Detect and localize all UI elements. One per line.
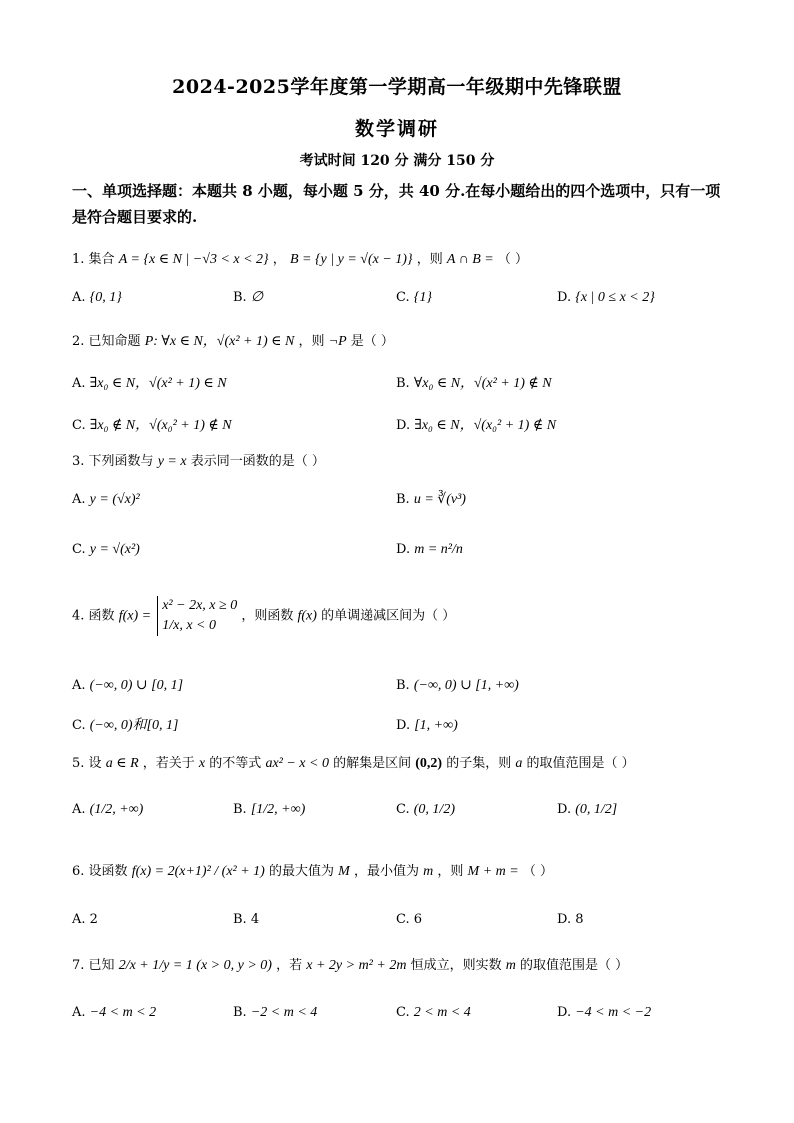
question-text: 是（ ） <box>350 334 394 349</box>
question-text: 的不等式 <box>209 756 262 771</box>
option-3b[interactable] <box>396 490 466 510</box>
option-label: D. <box>557 1005 572 1020</box>
var-M: M <box>338 864 350 879</box>
function-def: f(x) = <box>118 608 152 624</box>
option-value: y = √(x²) <box>89 542 140 557</box>
option-value: [1/2, +∞) <box>250 802 306 817</box>
question-text: ， <box>272 252 286 267</box>
set-b-expr: B = {y | y = √(x − 1)} <box>289 252 413 267</box>
question-3 <box>72 452 325 472</box>
option-label: B. <box>233 290 247 305</box>
question-text: 的单调递减区间为（ ） <box>321 608 456 624</box>
option-5c[interactable] <box>396 800 455 820</box>
option-label: A. <box>72 376 86 391</box>
option-4a[interactable] <box>72 676 183 696</box>
option-1b[interactable] <box>233 288 263 308</box>
option-label: C. <box>396 802 410 817</box>
option-2a[interactable] <box>72 374 227 394</box>
set-a-expr: A = {x ∈ N | −√3 < x < 2} <box>118 252 269 267</box>
question-text: 的解集是区间 <box>333 756 412 771</box>
negation-expr: ¬P <box>328 334 347 349</box>
option-5a[interactable] <box>72 800 143 820</box>
option-label: C. <box>72 718 86 733</box>
option-value: u = ∛(v³) <box>413 492 466 507</box>
var-m: m <box>505 958 516 973</box>
question-number: 3. <box>72 454 85 469</box>
option-value: 8 <box>575 912 584 927</box>
question-text: ，最小值为 <box>353 864 419 879</box>
answer-blank: （ ） <box>497 252 529 267</box>
question-text: 已知命题 <box>88 334 141 349</box>
option-label: C. <box>396 912 410 927</box>
option-label: A. <box>72 492 86 507</box>
option-1d[interactable] <box>557 288 655 308</box>
option-label: A. <box>72 802 86 817</box>
exam-subtitle: 数学调研 <box>354 118 439 140</box>
option-3a[interactable] <box>72 490 140 510</box>
option-7c[interactable] <box>396 1003 471 1023</box>
inequality-expr: x + 2y > m² + 2m <box>306 958 407 973</box>
function-ref: f(x) <box>297 608 317 624</box>
option-value: ∃x₀ ∉ N，√(x₀² + 1) ∉ N <box>89 418 232 433</box>
option-value: (−∞, 0)和[0, 1] <box>89 718 179 733</box>
question-1 <box>72 250 528 270</box>
proposition-expr: P: ∀x ∈ N，√(x² + 1) ∈ N <box>144 334 295 349</box>
option-value: (−∞, 0) ∪ [1, +∞) <box>413 678 519 693</box>
question-text: ，若关于 <box>142 756 195 771</box>
question-text: 的取值范围是（ ） <box>526 756 635 771</box>
question-number: 7. <box>72 958 85 973</box>
option-value: ∃x₀ ∈ N，√(x² + 1) ∈ N <box>89 376 227 391</box>
question-2 <box>72 332 394 352</box>
case-2: 1/x, x < 0 <box>162 618 216 633</box>
option-label: C. <box>396 1005 410 1020</box>
option-label: A. <box>72 912 86 927</box>
question-text: 的子集，则 <box>446 756 512 771</box>
answer-blank: （ ） <box>522 864 553 879</box>
question-text: ，则 <box>416 252 443 267</box>
option-label: D. <box>557 802 572 817</box>
question-5 <box>72 754 635 774</box>
option-value: −4 < m < 2 <box>89 1005 157 1020</box>
sum-expr: M + m = <box>467 864 519 879</box>
question-text: 恒成立，则实数 <box>410 958 502 973</box>
option-label: C. <box>396 290 410 305</box>
question-text: ，则 <box>437 864 464 879</box>
option-value: ∅ <box>250 290 264 305</box>
option-label: D. <box>396 542 411 557</box>
option-label: B. <box>233 802 247 817</box>
option-label: A. <box>72 678 86 693</box>
question-4 <box>72 596 455 636</box>
option-value: 6 <box>413 912 423 927</box>
exam-info: 考试时间 120 分 满分 150 分 <box>299 153 495 169</box>
option-6a[interactable] <box>72 910 98 930</box>
option-value: 2 <box>89 912 98 927</box>
option-4c[interactable] <box>72 716 178 736</box>
option-2c[interactable] <box>72 416 232 436</box>
question-text: 函数 <box>88 608 115 624</box>
option-label: D. <box>557 912 572 927</box>
option-label: D. <box>557 290 572 305</box>
question-6 <box>72 862 553 882</box>
option-label: C. <box>72 542 86 557</box>
option-label: A. <box>72 290 86 305</box>
option-3d[interactable] <box>396 540 463 560</box>
question-number: 4. <box>72 608 85 624</box>
option-value: ∃x₀ ∈ N，√(x₀² + 1) ∉ N <box>414 418 557 433</box>
question-text: 已知 <box>88 958 115 973</box>
question-text: 的取值范围是（ ） <box>520 958 629 973</box>
option-label: D. <box>396 418 411 433</box>
option-3c[interactable] <box>72 540 140 560</box>
identity-function-expr: y = x <box>157 454 187 469</box>
option-2d[interactable] <box>396 416 556 436</box>
option-value: {x | 0 ≤ x < 2} <box>575 290 655 305</box>
option-value: −4 < m < −2 <box>575 1005 652 1020</box>
option-value: [1, +∞) <box>414 718 458 733</box>
option-value: −2 < m < 4 <box>250 1005 318 1020</box>
option-label: A. <box>72 1005 86 1020</box>
option-7a[interactable] <box>72 1003 156 1023</box>
question-number: 2. <box>72 334 85 349</box>
option-5b[interactable] <box>233 800 305 820</box>
option-7b[interactable] <box>233 1003 317 1023</box>
option-value: {1} <box>413 290 432 305</box>
option-value: (0, 1/2) <box>413 802 455 817</box>
a-domain: a ∈ R <box>105 756 139 771</box>
option-6d[interactable] <box>557 910 584 930</box>
option-value: 2 < m < 4 <box>413 1005 471 1020</box>
option-2b[interactable] <box>396 374 552 394</box>
option-label: B. <box>396 376 410 391</box>
option-value: ∀x₀ ∈ N，√(x² + 1) ∉ N <box>413 376 552 391</box>
option-4b[interactable] <box>396 676 519 696</box>
option-value: (−∞, 0) ∪ [0, 1] <box>89 678 184 693</box>
question-text: 下列函数与 <box>88 454 154 469</box>
var-x: x <box>198 756 206 771</box>
option-value: 4 <box>250 912 260 927</box>
question-text: 表示同一函数的是（ ） <box>190 454 325 469</box>
question-text: ，则 <box>298 334 325 349</box>
question-7 <box>72 956 628 976</box>
option-value: y = (√x)² <box>89 492 140 507</box>
option-6b[interactable] <box>233 910 259 930</box>
section-heading: 一、单项选择题：本题共 8 小题，每小题 5 分，共 40 分.在每小题给出的四个选项中，只有一项是符合题目要求的. <box>72 182 721 226</box>
question-text: 集合 <box>88 252 115 267</box>
intersection-expr: A ∩ B = <box>446 252 494 267</box>
inequality-expr: ax² − x < 0 <box>265 756 329 771</box>
option-label: B. <box>396 678 410 693</box>
option-6c[interactable] <box>396 910 422 930</box>
option-label: B. <box>233 912 247 927</box>
question-text: ，若 <box>276 958 303 973</box>
var-a: a <box>515 756 523 771</box>
question-text: 设 <box>88 756 102 771</box>
option-label: B. <box>396 492 410 507</box>
option-7d[interactable] <box>557 1003 651 1023</box>
question-text: 设函数 <box>88 864 128 879</box>
question-text: 的最大值为 <box>268 864 334 879</box>
condition-expr: 2/x + 1/y = 1 (x > 0, y > 0) <box>118 958 272 973</box>
option-1a[interactable] <box>72 288 122 308</box>
piecewise-cases <box>157 596 237 636</box>
option-label: D. <box>396 718 411 733</box>
question-number: 5. <box>72 756 85 771</box>
option-value: (1/2, +∞) <box>89 802 144 817</box>
option-value: (0, 1/2] <box>575 802 618 817</box>
question-number: 6. <box>72 864 85 879</box>
option-4d[interactable] <box>396 716 458 736</box>
function-def: f(x) = 2(x+1)² / (x² + 1) <box>131 864 265 879</box>
interval-expr: (0,2) <box>415 756 443 771</box>
case-1: x² − 2x, x ≥ 0 <box>162 598 238 613</box>
option-label: C. <box>72 418 86 433</box>
option-1c[interactable] <box>396 288 432 308</box>
option-value: {0, 1} <box>89 290 122 305</box>
option-5d[interactable] <box>557 800 617 820</box>
option-value: m = n²/n <box>414 542 463 557</box>
question-number: 1. <box>72 252 85 267</box>
question-text: ，则函数 <box>241 608 294 624</box>
exam-title: 2024-2025学年度第一学期高一年级期中先锋联盟 <box>172 76 622 98</box>
option-label: B. <box>233 1005 247 1020</box>
var-m: m <box>423 864 434 879</box>
